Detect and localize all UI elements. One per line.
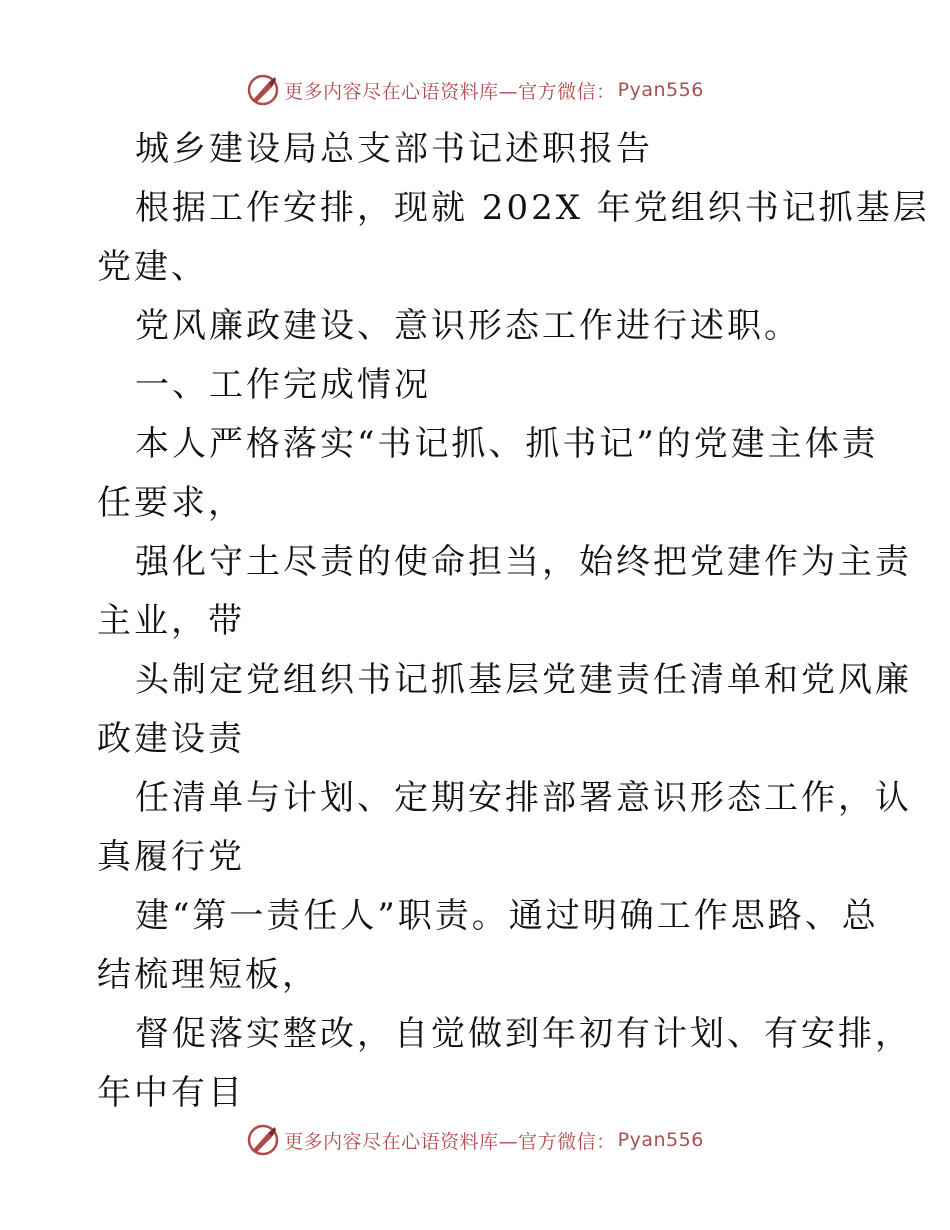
watermark-text: 更多内容尽在心语资料库—官方微信： bbox=[284, 80, 616, 103]
document-body bbox=[97, 120, 930, 1123]
watermark-text: 更多内容尽在心语资料库—官方微信： bbox=[284, 1130, 616, 1153]
watermark-banner-top bbox=[0, 70, 950, 110]
paragraph: 建“第一责任人”职责。通过明确工作思路、总 结梳理短板， bbox=[97, 896, 879, 995]
paragraph: 本人严格落实“书记抓、抓书记”的党建主体责 任要求， bbox=[97, 424, 879, 523]
paragraph: 强化守土尽责的使命担当，始终把党建作为主责 主业，带 bbox=[97, 542, 912, 641]
watermark-id: Pyan556 bbox=[617, 79, 704, 101]
paragraph: 头制定党组织书记抓基层党建责任清单和党风廉 政建设责 bbox=[97, 660, 912, 759]
section-heading: 一、工作完成情况 bbox=[135, 365, 431, 405]
watermark-id: Pyan556 bbox=[617, 1129, 704, 1151]
paragraph: 任清单与计划、定期安排部署意识形态工作，认 真履行党 bbox=[97, 778, 912, 877]
watermark-banner-bottom bbox=[0, 1120, 950, 1160]
document-title: 城乡建设局总支部书记述职报告 bbox=[135, 129, 653, 169]
quill-logo-icon bbox=[246, 73, 280, 107]
quill-logo-icon bbox=[246, 1123, 280, 1157]
paragraph: 督促落实整改，自觉做到年初有计划、有安排， 年中有目 bbox=[97, 1014, 912, 1113]
paragraph: 党风廉政建设、意识形态工作进行述职。 bbox=[135, 306, 801, 346]
paragraph: 根据工作安排，现就 202X 年党组织书记抓基层 党建、 bbox=[97, 188, 930, 287]
